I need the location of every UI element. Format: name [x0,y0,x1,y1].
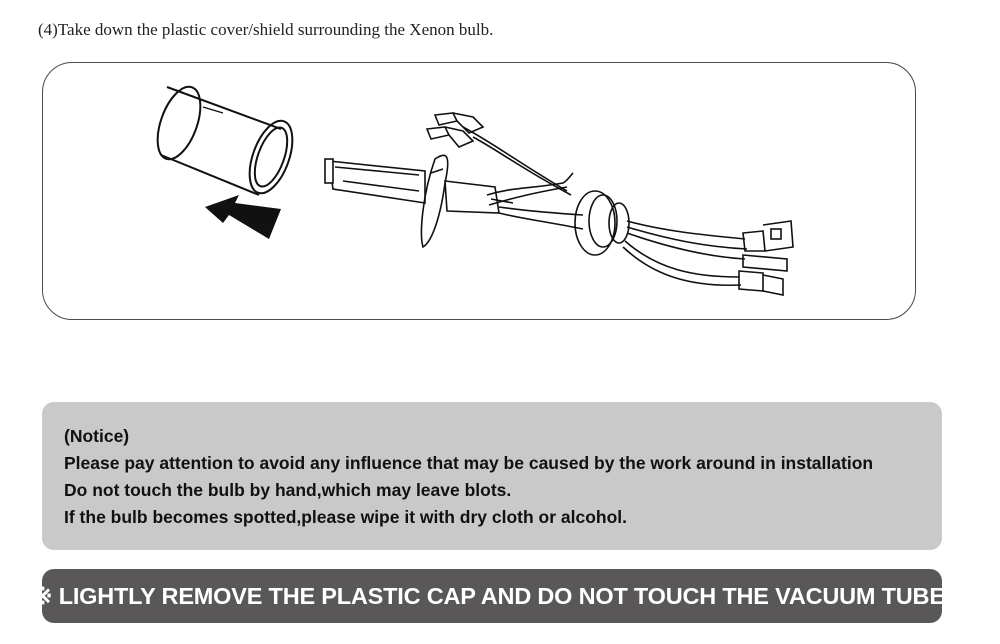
warning-banner [32,569,952,623]
illustration-frame [42,62,916,320]
xenon-bulb-icon [325,113,793,295]
bulb-removal-illustration [43,63,917,321]
warning-text: ※ LIGHTLY REMOVE THE PLASTIC CAP AND DO NOT TOUCH THE VACUUM TUBE. [32,583,952,609]
notice-line: Please pay attention to avoid any influence that may be caused by the work around in installation [64,453,874,473]
notice-line: If the bulb becomes spotted,please wipe it with dry cloth or alcohol. [64,507,627,527]
notice-heading: (Notice) [64,426,130,446]
plastic-cover-icon [149,81,301,199]
step-title: (4)Take down the plastic cover/shield surrounding the Xenon bulb. [38,20,494,39]
notice-box [42,402,942,550]
arrow-left-icon [205,195,281,239]
notice-line: Do not touch the bulb by hand,which may leave blots. [64,480,512,500]
